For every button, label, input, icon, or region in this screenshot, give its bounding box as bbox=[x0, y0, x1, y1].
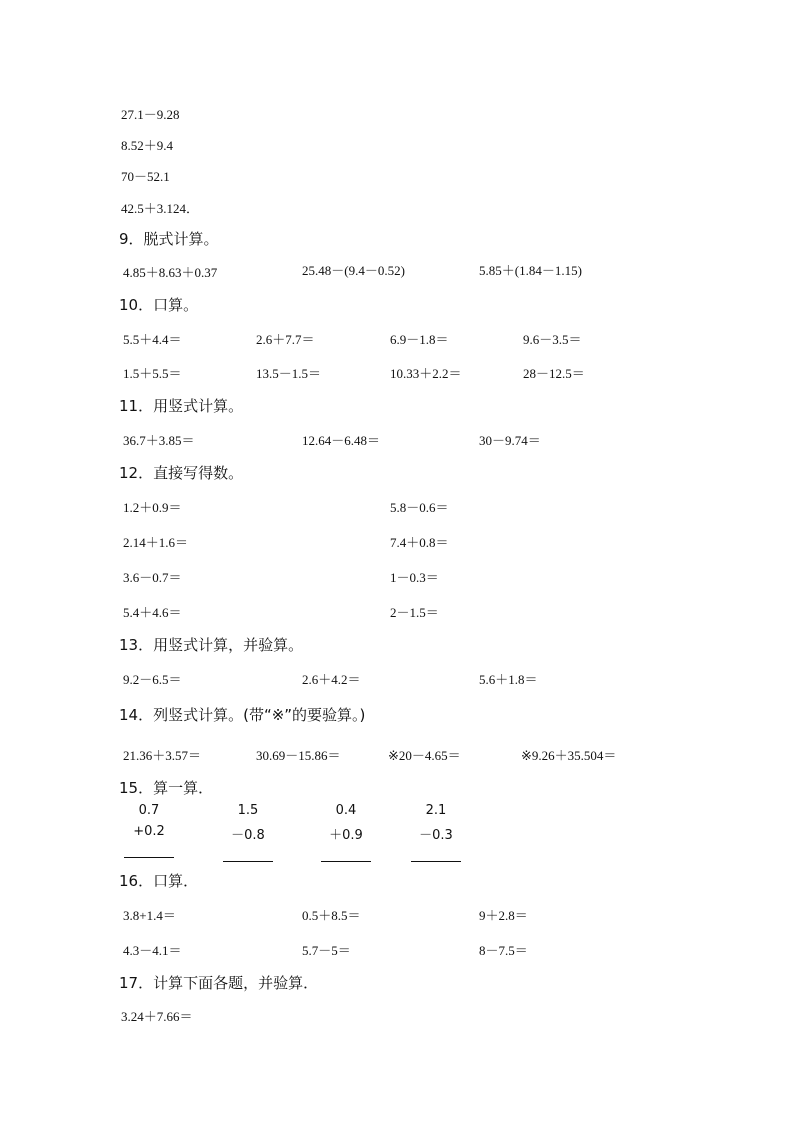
expression: 2.14＋1.6＝ bbox=[123, 535, 189, 550]
expression: 2－1.5＝ bbox=[390, 605, 439, 620]
expression: 42.5＋3.124． bbox=[121, 201, 200, 216]
expression: 36.7＋3.85＝ bbox=[123, 433, 195, 448]
expression: 1.2＋0.9＝ bbox=[123, 500, 182, 515]
vertical-problem bbox=[321, 803, 371, 862]
answer-line bbox=[321, 861, 371, 862]
vertical-problem bbox=[411, 803, 461, 862]
expression: 30.69－15.86＝ bbox=[256, 748, 341, 763]
question-title-12: 12．直接写得数。 bbox=[119, 464, 244, 482]
expression: 5.7－5＝ bbox=[302, 943, 351, 958]
expression: 5.85＋(1.84－1.15) bbox=[479, 263, 582, 278]
expression: 9.6－3.5＝ bbox=[523, 332, 582, 347]
expression: 8－7.5＝ bbox=[479, 943, 528, 958]
expression: 0.5＋8.5＝ bbox=[302, 908, 361, 923]
vertical-bottom-number: －0.3 bbox=[419, 828, 453, 843]
vertical-bottom-number: +0.2 bbox=[133, 824, 165, 839]
vertical-bottom-number: ＋0.9 bbox=[329, 828, 363, 843]
expression: 3.24＋7.66＝ bbox=[121, 1009, 193, 1024]
expression: 70－52.1 bbox=[121, 169, 170, 184]
expression: 28－12.5＝ bbox=[523, 366, 585, 381]
vertical-top-number: 0.7 bbox=[138, 803, 160, 818]
expression: 25.48－(9.4－0.52) bbox=[302, 263, 405, 278]
answer-line bbox=[411, 861, 461, 862]
answer-line bbox=[223, 861, 273, 862]
vertical-top-number: 1.5 bbox=[237, 803, 259, 818]
expression: 2.6＋4.2＝ bbox=[302, 672, 361, 687]
question-title-16: 16．口算． bbox=[119, 872, 199, 890]
expression: 6.9－1.8＝ bbox=[390, 332, 449, 347]
vertical-top-number: 2.1 bbox=[425, 803, 447, 818]
expression: 12.64－6.48＝ bbox=[302, 433, 381, 448]
vertical-problem bbox=[124, 803, 174, 858]
vertical-top-number: 0.4 bbox=[335, 803, 357, 818]
expression: 5.4＋4.6＝ bbox=[123, 605, 182, 620]
expression: ※9.26＋35.504＝ bbox=[521, 748, 617, 763]
question-title-15: 15．算一算． bbox=[119, 779, 214, 797]
question-title-9: 9．脱式计算。 bbox=[119, 230, 219, 248]
expression: 5.8－0.6＝ bbox=[390, 500, 449, 515]
expression: 1.5＋5.5＝ bbox=[123, 366, 182, 381]
expression: 21.36＋3.57＝ bbox=[123, 748, 202, 763]
question-title-17: 17．计算下面各题，并验算． bbox=[119, 974, 319, 992]
expression: 1－0.3＝ bbox=[390, 570, 439, 585]
expression: 30－9.74＝ bbox=[479, 433, 541, 448]
expression: 3.8+1.4＝ bbox=[123, 908, 176, 923]
expression: 4.3－4.1＝ bbox=[123, 943, 182, 958]
expression: 8.52＋9.4 bbox=[121, 138, 174, 153]
expression: 13.5－1.5＝ bbox=[256, 366, 322, 381]
expression: 9＋2.8＝ bbox=[479, 908, 528, 923]
answer-line bbox=[124, 857, 174, 858]
expression: 5.5＋4.4＝ bbox=[123, 332, 182, 347]
expression: ※20－4.65＝ bbox=[388, 748, 461, 763]
question-title-10: 10．口算。 bbox=[119, 296, 199, 314]
expression: 10.33＋2.2＝ bbox=[390, 366, 462, 381]
question-title-13: 13．用竖式计算，并验算。 bbox=[119, 636, 304, 654]
expression: 2.6＋7.7＝ bbox=[256, 332, 315, 347]
expression: 7.4＋0.8＝ bbox=[390, 535, 449, 550]
expression: 5.6＋1.8＝ bbox=[479, 672, 538, 687]
expression: 3.6－0.7＝ bbox=[123, 570, 182, 585]
question-title-14: 14．列竖式计算。(带“※”的要验算。) bbox=[119, 706, 366, 724]
question-title-11: 11．用竖式计算。 bbox=[119, 397, 244, 415]
vertical-problem bbox=[223, 803, 273, 862]
vertical-bottom-number: －0.8 bbox=[231, 828, 265, 843]
expression: 9.2－6.5＝ bbox=[123, 672, 182, 687]
expression: 4.85＋8.63＋0.37 bbox=[123, 265, 218, 280]
expression: 27.1－9.28 bbox=[121, 107, 180, 122]
